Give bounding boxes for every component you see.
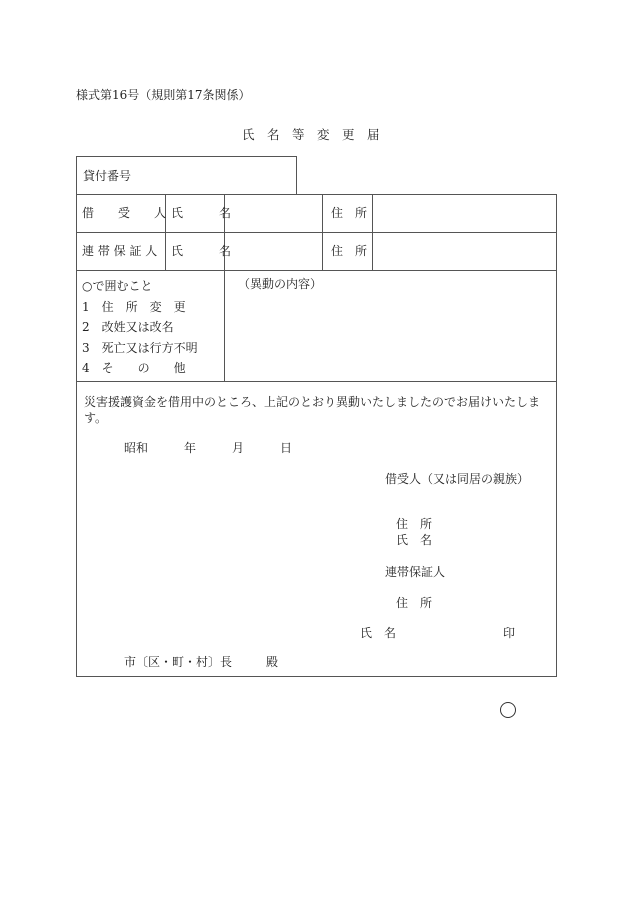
option-item[interactable]: 3 死亡又は行方不明 — [82, 341, 198, 355]
guarantor-name-label: 氏 名 — [360, 626, 397, 640]
divider — [322, 194, 323, 270]
guarantor-heading: 連帯保証人 — [385, 565, 446, 579]
guarantor-name-field[interactable] — [225, 233, 322, 270]
guarantor-label: 連 帯 保 証 人 — [82, 244, 158, 258]
change-content-label: （異動の内容） — [238, 277, 323, 291]
borrower-name-field[interactable] — [225, 195, 322, 232]
page-title: 氏 名 等 変 更 届 — [242, 127, 380, 142]
guarantor-address-field[interactable] — [373, 233, 556, 270]
divider — [76, 270, 557, 271]
declaration-text-cont: す。 — [84, 411, 108, 425]
borrower-label: 借 受 人 — [82, 206, 167, 220]
borrower-name-label: 氏 名 — [396, 533, 433, 547]
loan-number-label: 貸付番号 — [83, 169, 132, 183]
borrower-address-label: 住 所 — [331, 206, 368, 220]
borrower-name-label: 氏 名 — [171, 206, 232, 220]
form-number: 様式第16号（規則第17条関係） — [76, 88, 251, 102]
addressee: 市〔区・町・村〕長 — [124, 655, 233, 669]
circle-mark-icon — [500, 702, 516, 718]
option-item[interactable]: 1 住 所 変 更 — [82, 300, 186, 314]
change-content-field[interactable] — [226, 295, 554, 379]
guarantor-name-label: 氏 名 — [171, 244, 232, 258]
declaration-box — [76, 381, 557, 677]
borrower-address-label: 住 所 — [396, 517, 433, 531]
guarantor-address-label: 住 所 — [396, 596, 433, 610]
option-item[interactable]: 2 改姓又は改名 — [82, 320, 174, 334]
date-line: 昭和 年 月 日 — [124, 441, 293, 455]
guarantor-address-label: 住 所 — [331, 244, 368, 258]
seal-mark: 印 — [503, 626, 516, 640]
borrower-heading: 借受人（又は同居の親族） — [385, 472, 530, 486]
honorific: 殿 — [266, 655, 279, 669]
option-item[interactable]: 4 そ の 他 — [82, 361, 186, 375]
borrower-address-field[interactable] — [373, 195, 556, 232]
options-heading: ○で囲むこと — [82, 279, 153, 293]
declaration-text: 災害援護資金を借用中のところ、上記のとおり異動いたしましたのでお届けいたしま — [84, 395, 541, 409]
